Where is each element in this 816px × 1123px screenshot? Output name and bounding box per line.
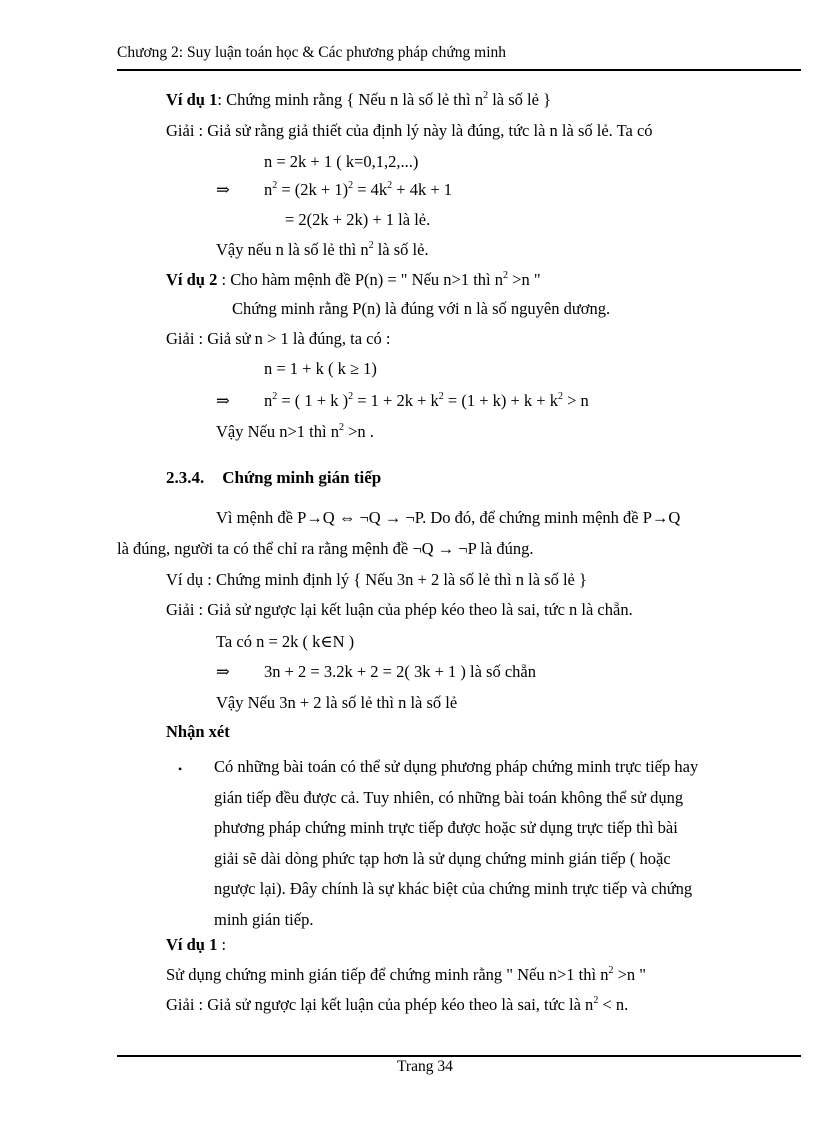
example1-statement: Ví dụ 1: Chứng minh rằng { Nếu n là số lẻ thì $n^2$ là số lẻ }	[166, 90, 551, 109]
example2-label: Ví dụ 2	[166, 270, 218, 289]
example2-statement: Ví dụ 2 : Cho hàm mệnh đề P(n) = " Nếu n>1 thì $n^2 >n$ "	[166, 270, 541, 289]
section-title: Chứng minh gián tiếp	[222, 468, 382, 487]
example2-eq1: n = 1 + k ( k ≥ 1)	[264, 359, 377, 378]
header-divider	[117, 69, 801, 71]
example3-label: Ví dụ 1	[166, 935, 218, 954]
example1-solution: Giải : Giả sử rằng giả thiết của định lý này là đúng, tức là n là số lẻ. Ta có	[166, 121, 653, 140]
section-intro-line2: là đúng, người ta có thể chỉ ra rằng mệnh đề ¬Q → ¬P là đúng.	[117, 539, 534, 558]
implies-arrow: ⇒	[216, 180, 230, 199]
section-example: Ví dụ : Chứng minh định lý { Nếu 3n + 2 là số lẻ thì n là số lẻ }	[166, 570, 587, 589]
section-number: 2.3.4.	[166, 468, 205, 487]
remark-line: minh gián tiếp.	[214, 909, 314, 929]
bullet-icon: •	[178, 762, 183, 776]
example3-statement: Sử dụng chứng minh gián tiếp để chứng minh rằng " Nếu n>1 thì $n^2 >n$ "	[166, 965, 647, 984]
footer-divider	[117, 1055, 801, 1057]
example1-eq3: = 2(2k + 2k) + 1 là lẻ.	[285, 210, 431, 229]
remark-paragraph	[214, 752, 740, 936]
remark-line: gián tiếp đều được cả. Tuy nhiên, có những bài toán không thể sử dụng	[214, 787, 684, 807]
implies-arrow: ⇒	[216, 662, 230, 681]
remark-line: Có những bài toán có thể sử dụng phương pháp chứng minh trực tiếp hay	[214, 757, 699, 776]
example1-eq1: n = 2k + 1 ( k=0,1,2,...)	[264, 152, 419, 171]
page-number: Trang 34	[397, 1058, 453, 1075]
example2-eq2: $n^2$ = ( 1 + k )$^2 = 1 + 2k + k^2 = (1 + k) + k + k^2 > n$	[264, 391, 589, 410]
example3-label-line: Ví dụ 1 :	[166, 935, 227, 954]
example1-label: Ví dụ 1	[166, 90, 218, 109]
chapter-header: Chương 2: Suy luận toán học & Các phương pháp chứng minh	[117, 44, 507, 61]
example3-solution: Giải : Giả sử ngược lại kết luận của phép kéo theo là sai, tức là $n^2 < n$.	[166, 995, 629, 1014]
remark-line: giải sẽ dài dòng phức tạp hơn là sử dụng chứng minh gián tiếp ( hoặc	[214, 848, 671, 868]
remark-title: Nhận xét	[166, 722, 230, 741]
example1-conclusion: Vậy nếu n là số lẻ thì $n^2$ là số lẻ.	[216, 240, 429, 259]
example2-prove: Chứng minh rằng P(n) là đúng với n là số nguyên dương.	[232, 299, 611, 318]
example2-conclusion: Vậy Nếu n>1 thì $n^2 >n$ .	[216, 422, 374, 441]
remark-line: phương pháp chứng minh trực tiếp được hoặc sử dụng trực tiếp thì bài	[214, 818, 678, 838]
section-eq2: 3n + 2 = 3.2k + 2 = 2( 3k + 1 ) là số chẵn	[264, 662, 536, 681]
remark-line: ngược lại). Đây chính là sự khác biệt của chứng minh trực tiếp và chứng	[214, 879, 693, 899]
example2-solution: Giải : Giả sử n > 1 là đúng, ta có :	[166, 329, 391, 348]
section-eq1: Ta có n = 2k ( k∈N )	[216, 632, 355, 651]
implies-arrow: ⇒	[216, 391, 230, 410]
section-conclusion: Vậy Nếu 3n + 2 là số lẻ thì n là số lẻ	[216, 693, 458, 712]
section-heading	[166, 468, 381, 488]
section-intro-line1: Vì mệnh đề P→Q ⇔ ¬Q → ¬P. Do đó, để chứng minh mệnh đề P→Q	[216, 508, 681, 527]
example1-eq2: $n^2 = (2k + 1)^2 = 4k^2 + 4k + 1$	[264, 180, 453, 199]
section-solution: Giải : Giả sử ngược lại kết luận của phép kéo theo là sai, tức n là chẵn.	[166, 600, 633, 619]
